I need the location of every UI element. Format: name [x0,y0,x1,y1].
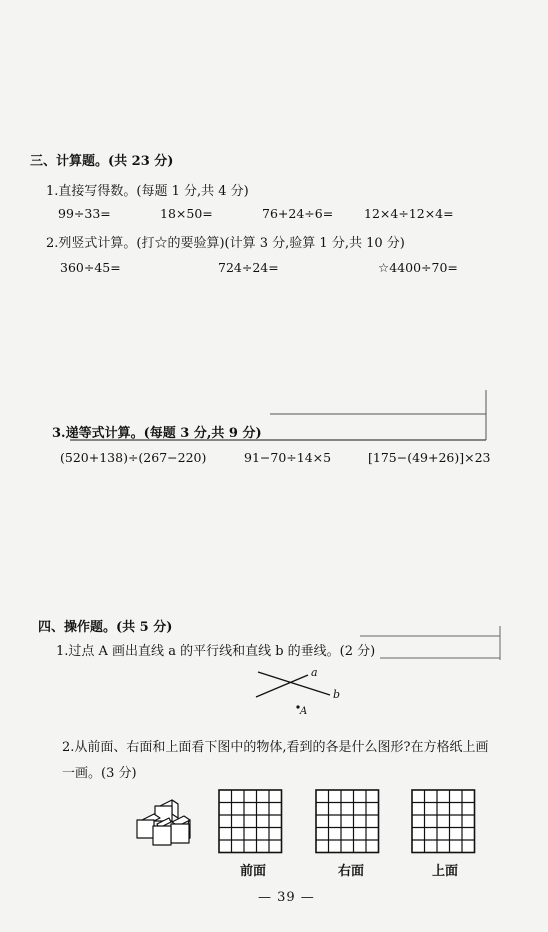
q1-prompt: 1.直接写得数。(每题 1 分,共 4 分) [46,184,249,199]
s4-q1-prompt: 1.过点 A 画出直线 a 的平行线和直线 b 的垂线。(2 分) [56,644,376,659]
q3-item-3: [175−(49+26)]×23 [368,450,491,465]
line-a-label: a [311,666,318,679]
grid-top[interactable] [412,790,475,853]
q1-item-3: 76+24÷6= [262,206,334,221]
grid-front[interactable] [219,790,282,853]
q2-prompt: 2.列竖式计算。(打☆的要验算)(计算 3 分,验算 1 分,共 10 分) [46,236,405,251]
q1-item-2: 18×50= [160,206,213,221]
q2-item-1: 360÷45= [60,260,121,275]
grid-right[interactable] [316,790,379,853]
q2-item-3: ☆4400÷70= [378,260,458,275]
view-label-front: 前面 [240,864,267,879]
section4-title: 四、操作题。(共 5 分) [38,620,173,635]
s4-q2-prompt-line2: 一画。(3 分) [62,766,137,781]
view-label-right: 右面 [338,864,365,879]
view-label-top: 上面 [432,864,459,879]
page-number: — 39 — [258,890,315,905]
s4-q2-prompt-line1: 2.从前面、右面和上面看下图中的物体,看到的各是什么图形?在方格纸上画 [62,740,489,755]
q2-item-2: 724÷24= [218,260,279,275]
point-a-label: A [300,706,308,717]
section3-title: 三、计算题。(共 23 分) [30,154,174,169]
q1-item-4: 12×4÷12×4= [364,206,454,221]
q3-item-1: (520+138)÷(267−220) [60,450,207,465]
q3-item-2: 91−70÷14×5 [244,450,332,465]
q3-prompt: 3.递等式计算。(每题 3 分,共 9 分) [52,426,262,441]
q1-item-1: 99÷33= [58,206,111,221]
line-b-label: b [333,688,341,701]
